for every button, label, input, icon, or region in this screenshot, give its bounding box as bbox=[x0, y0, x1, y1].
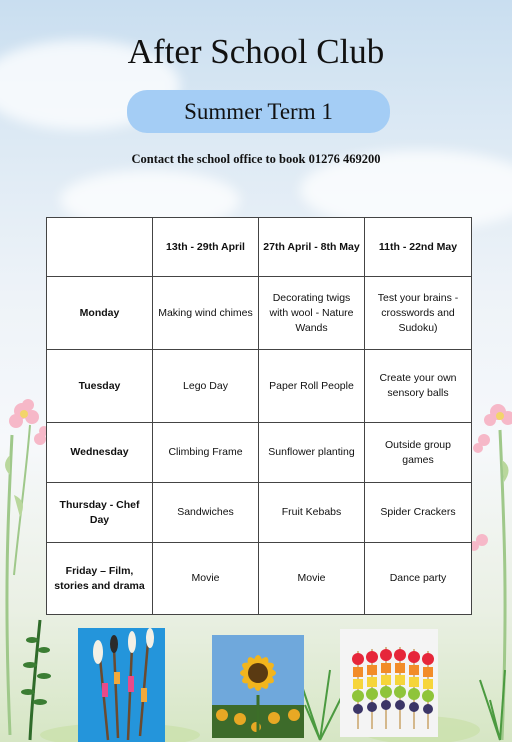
term-badge: Summer Term 1 bbox=[127, 90, 390, 133]
day-label: Monday bbox=[47, 277, 153, 350]
fruit-kebabs-photo bbox=[340, 629, 438, 737]
table-row bbox=[47, 543, 472, 615]
column-header: 11th - 22nd May bbox=[365, 218, 472, 277]
page-title: After School Club bbox=[127, 32, 385, 71]
activity-cell: Paper Roll People bbox=[259, 350, 365, 423]
activity-cell: Making wind chimes bbox=[153, 277, 259, 350]
activity-cell: Create your own sensory balls bbox=[365, 350, 472, 423]
day-label: Tuesday bbox=[47, 350, 153, 423]
activity-cell: Outside group games bbox=[365, 423, 472, 483]
contact-info: Contact the school office to book 01276 469200 bbox=[131, 152, 381, 166]
column-header bbox=[47, 218, 153, 277]
day-label: Wednesday bbox=[47, 423, 153, 483]
activity-cell: Lego Day bbox=[153, 350, 259, 423]
activity-cell: Spider Crackers bbox=[365, 483, 472, 543]
activity-cell: Movie bbox=[153, 543, 259, 615]
activity-cell: Sunflower planting bbox=[259, 423, 365, 483]
table-row bbox=[47, 350, 472, 423]
nature-wands-photo bbox=[78, 628, 165, 742]
table-row bbox=[47, 423, 472, 483]
table-header-row bbox=[47, 218, 472, 277]
column-header: 27th April - 8th May bbox=[259, 218, 365, 277]
day-label: Friday – Film, stories and drama bbox=[47, 543, 153, 615]
table-row bbox=[47, 277, 472, 350]
activity-cell: Climbing Frame bbox=[153, 423, 259, 483]
day-label: Thursday - Chef Day bbox=[47, 483, 153, 543]
activity-cell: Movie bbox=[259, 543, 365, 615]
activity-cell: Fruit Kebabs bbox=[259, 483, 365, 543]
activity-cell: Decorating twigs with wool - Nature Wands bbox=[259, 277, 365, 350]
sunflower-photo bbox=[212, 635, 304, 738]
timetable bbox=[46, 217, 472, 615]
activity-cell: Sandwiches bbox=[153, 483, 259, 543]
table-row bbox=[47, 483, 472, 543]
column-header: 13th - 29th April bbox=[153, 218, 259, 277]
activity-cell: Dance party bbox=[365, 543, 472, 615]
activity-cell: Test your brains - crosswords and Sudoku) bbox=[365, 277, 472, 350]
